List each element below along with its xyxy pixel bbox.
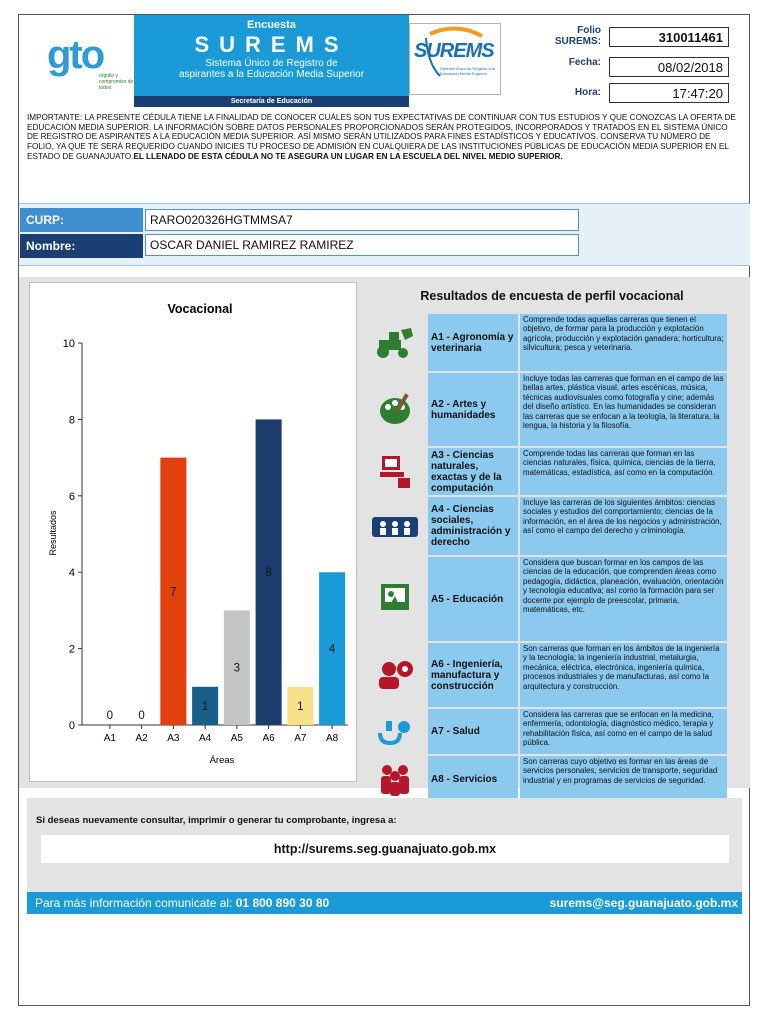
surems-banner [134,15,409,107]
vocational-chart-svg [30,283,358,783]
chart-x-tick-label: A7 [294,733,307,744]
banner-encuesta: Encuesta [247,19,296,31]
profile-category-name: A1 - Agronomía y veterinaria [428,314,518,371]
consult-url-link[interactable]: http://surems.seg.guanajuato.gob.mx [41,835,729,863]
chart-x-axis-label: Áreas [209,755,235,766]
fecha-label: Fecha: [568,57,601,68]
identity-section [19,203,750,266]
chart-x-tick-label: A6 [262,733,275,744]
gto-logo-tagline: orgullo y compromiso de todos [99,73,134,91]
profile-category-row [364,448,740,495]
chart-data-label: 1 [297,700,304,713]
profile-category-description: Son carreras que forman en los ámbitos de la ingeniería y la tecnología; la ingeniería industrial, metalurgia, mecánica, eléctrica, electrónica, ingeniería química, procesos industriales y de manufacturas, así como la arquitectura y construcción. [520,643,727,707]
gto-logo-text: gto [47,33,104,77]
chart-data-label: 0 [138,710,145,722]
chart-x-tick-label: A5 [230,733,243,744]
chart-data-label: 0 [106,710,114,722]
profile-category-description: Son carreras cuyo objetivo es formar en las áreas de servicios personales, servicios de transporte, seguridad industrial y en programas de servicios de seguridad. [520,756,727,803]
profile-category-name: A7 - Salud [428,709,518,754]
chart-y-tick-label: 2 [68,643,75,656]
results-section [19,277,750,788]
banner-subtitle-1: Sistema Único de Registro de [205,58,338,69]
profile-category-name: A6 - Ingeniería, manufactura y construcción [428,643,518,707]
profile-category-name: A4 - Ciencias sociales, administración y derecho [428,497,518,555]
vocational-chart [29,282,357,782]
profile-category-row [364,497,740,555]
nombre-field: OSCAR DANIEL RAMIREZ RAMIREZ [145,234,579,256]
chart-x-tick-label: A1 [103,733,116,744]
chart-x-tick-label: A8 [326,733,339,744]
chart-data-label: 8 [265,567,272,580]
surems-logo [409,23,501,95]
chart-y-axis-label: Resultados [48,510,58,556]
profile-category-row [364,557,740,641]
profile-category-description: Comprende todas aquellas carreras que tienen el objetivo, de formar para la producción y explotación agrícola, producción y explotación ganadera; horticultura; silvicultura; pesca y veterinaria. [520,314,727,371]
contact-footer [27,892,742,914]
profile-category-description: Comprende todas las carreras que forman en las ciencias naturales, física, química, ciencias de la tierra, matemáticas, estadística, así como en la computación. [520,448,727,495]
folio-label: Folio SUREMS: [554,25,601,47]
banner-subtitle-2: aspirantes a la Educación Media Superior [178,69,365,80]
chart-y-tick-label: 10 [62,338,75,350]
banner-secretaria: Secretaría de Educación [134,96,409,107]
gto-logo [47,35,137,95]
chart-data-label: 7 [170,586,177,599]
profile-category-name: A3 - Ciencias naturales, exactas y de la computación [428,448,518,495]
privacy-notice-bold: EL LLENADO DE ESTA CÉDULA NO TE ASEGURA UN LUGAR EN LA ESCUELA DEL NIVEL MEDIO SUPERIOR. [133,151,563,161]
chart-y-tick-label: 8 [68,414,75,427]
profile-category-description: Considera que buscan formar en los campos de las ciencias de la educación, que comprenden áreas como pedagogía, didáctica, planeación, evaluación, orientación y tecnología educativa; así como la formación para ser docente por ejemplo de preescolar, primaria, matemáticas, etc. [520,557,727,641]
chart-x-tick-label: A4 [199,733,212,744]
footer-info-prefix: Para más información comunicate al: [35,896,233,910]
profile-title: Resultados de encuesta de perfil vocacional [420,289,684,303]
profile-category-row [364,709,740,754]
banner-surems: SUREMS [194,32,349,57]
profile-category-description: Considera las carreras que se enfocan en la medicina, enfermería, odontología, diagnóstico médico, terapia y rehabilitación física, así como en el campo de la salud pública. [520,709,727,754]
folio-value: 310011461 [609,27,729,47]
privacy-notice-text: IMPORTANTE: LA PRESENTE CÉDULA TIENE LA FINALIDAD DE CONOCER CUÁLES SON TUS EXPECTATIVAS DE CONTINUAR CON TUS ESTUDIOS Y QUE CONOZCAS LA OFERTA DE EDUCACIÓN MEDIA SUPERIOR. LA INFORMACIÓN SOBRE DATOS PERSONALES PROPORCIONADOS SERÁN PROTEGIDOS, INCORPORADOS Y TRATADOS EN EL SISTEMA ÚNICO DE REGISTRO DE ASPIRANTES A LA EDUCACIÓN MEDIA SUPERIOR. ASÍ MISMO SERÁN UTILIZADOS PARA FINES ESTADÍSTICOS Y EDUCATIVOS. CONSERVA TU NÚMERO DE FOLIO, YA QUE TE SERÁ REQUERIDO CUANDO INICIES TU PROCESO DE ADMISIÓN EN CUALQUIERA DE LAS INSTITUCIONES PÚBLICAS DE EDUCACIÓN MEDIA SUPERIOR EN EL ESTADO DE GUANAJUATO. [27,113,736,161]
group-icon [364,756,426,803]
stethoscope-icon [364,709,426,754]
tractor-icon [364,314,426,371]
privacy-notice [27,113,739,162]
profile-category-name: A8 - Servicios [428,756,518,803]
profile-category-row [364,373,740,446]
curp-field: RARO020326HGTMMSA7 [145,209,579,231]
chart-data-label: 4 [328,643,336,656]
consult-question: Si deseas nuevamente consultar, imprimir o generar tu comprobante, ingresa a: [36,815,397,826]
consult-section [27,798,742,904]
profile-category-row [364,643,740,707]
engineer-icon [364,643,426,707]
footer-phone: 01 800 890 30 80 [235,896,330,910]
chart-y-tick-label: 6 [68,490,75,503]
chart-data-label: 3 [233,662,241,675]
palette-icon [364,373,426,446]
chart-title: Vocacional [167,302,233,316]
curp-label: CURP: [20,208,143,232]
profile-category-description: Incluye las carreras de los siguientes ámbitos: ciencias sociales y estudios del comportamiento; ciencias de la información, en el área de los negocios y administración, así como el campo del derecho y criminología. [520,497,727,555]
profile-category-row [364,756,740,803]
profile-category-name: A5 - Educación [428,557,518,641]
surems-logo-subtext: Sistema Único de Registro a la Educación Media Superior [440,66,495,76]
document-page [18,14,750,1006]
hora-label: Hora: [574,87,601,98]
chart-data-label: 1 [201,700,209,713]
computer-icon [364,448,426,495]
teacher-icon [364,557,426,641]
hora-value: 17:47:20 [609,83,729,103]
chart-y-tick-label: 0 [68,720,75,732]
chart-x-tick-label: A2 [135,733,148,744]
fecha-value: 08/02/2018 [609,57,729,77]
surems-logo-text: SUREMS [414,40,494,62]
chart-y-tick-label: 4 [68,567,75,580]
profile-category-name: A2 - Artes y humanidades [428,373,518,446]
nombre-label: Nombre: [20,234,143,258]
footer-email-link[interactable]: surems@seg.guanajuato.gob.mx [549,896,738,910]
chart-x-tick-label: A3 [167,733,180,744]
profile-category-description: Incluye todas las carreras que forman en el campo de las bellas artes, plástica visual, artes escénicas, música, técnicas audiovisuales como fotografía y cine; además del diseño artístico. En las humanidades se consideran las carreras que se enfocan a la teología, la literatura, la lengua, la historia y la filosofía. [520,373,727,446]
profile-category-row [364,314,740,371]
people-icon [364,497,426,555]
